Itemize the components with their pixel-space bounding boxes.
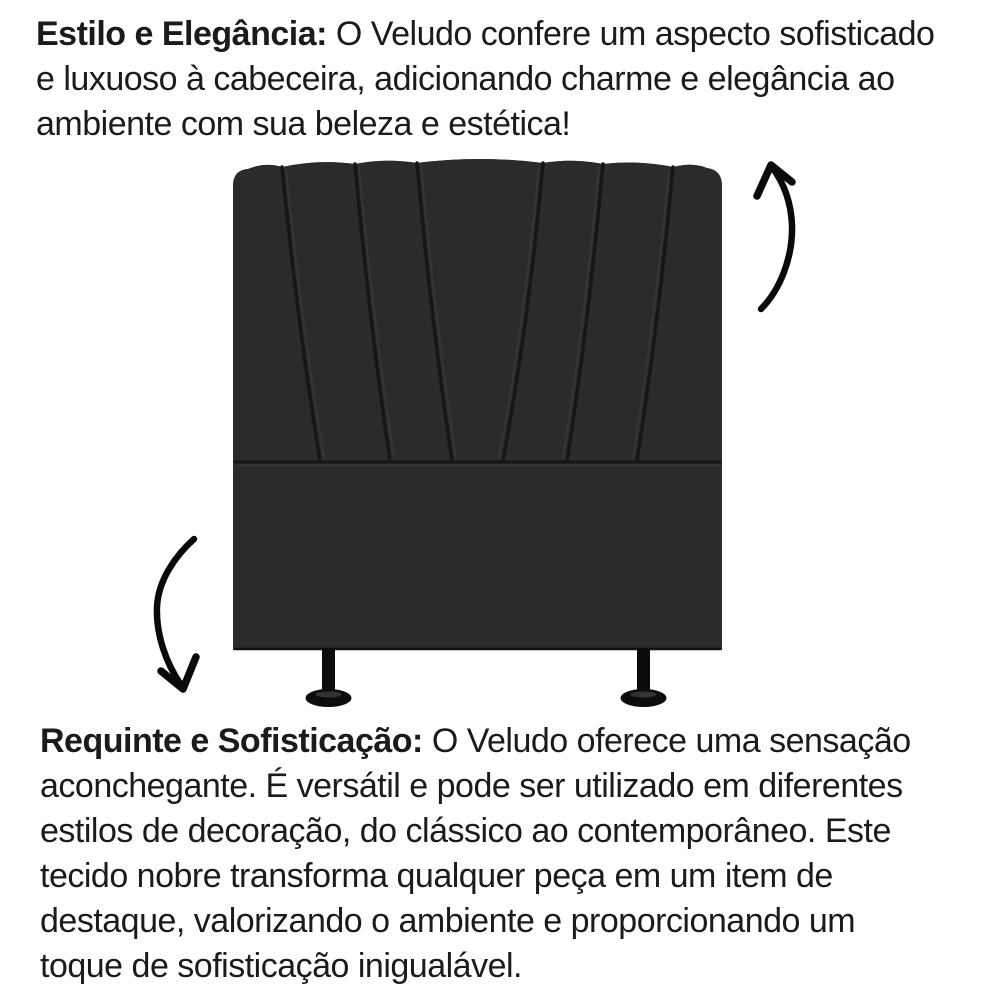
intro-line: ambiente com sua beleza e estética!	[36, 105, 571, 143]
intro-text: O Veludo confere um aspecto sofisticado	[335, 15, 935, 53]
right-leg-foot-highlight	[631, 692, 657, 698]
left-leg-stem	[322, 648, 335, 692]
outro-line	[40, 719, 911, 764]
outro-lead-bold: Requinte e Sofisticação:	[40, 722, 423, 760]
curved-arrow-down-icon	[157, 539, 196, 689]
intro-lead-bold: Estilo e Elegância:	[36, 15, 327, 53]
outro-line: tecido nobre transforma qualquer peça em um item de	[40, 857, 833, 895]
curved-arrow-up-shaft	[761, 167, 792, 309]
outro-line: destaque, valorizando o ambiente e proporcionando um	[40, 902, 856, 940]
left-leg-foot-highlight	[316, 692, 342, 698]
right-leg-stem	[637, 648, 650, 692]
fabric-shading	[233, 159, 722, 650]
outro-text: O Veludo oferece uma sensação	[431, 722, 911, 760]
headboard-legs	[306, 648, 667, 707]
intro-line: e luxuoso à cabeceira, adicionando charme e elegância ao	[36, 60, 895, 98]
curved-arrow-down-shaft	[157, 539, 194, 685]
outro-line: estilos de decoração, do clássico ao contemporâneo. Este	[40, 812, 891, 850]
curved-arrow-up-icon	[757, 165, 792, 309]
outro-line: aconchegante. É versátil e pode ser utilizado em diferentes	[40, 767, 903, 805]
outro-line: toque de sofisticação inigualável.	[40, 947, 522, 985]
outro-paragraph	[40, 719, 911, 989]
